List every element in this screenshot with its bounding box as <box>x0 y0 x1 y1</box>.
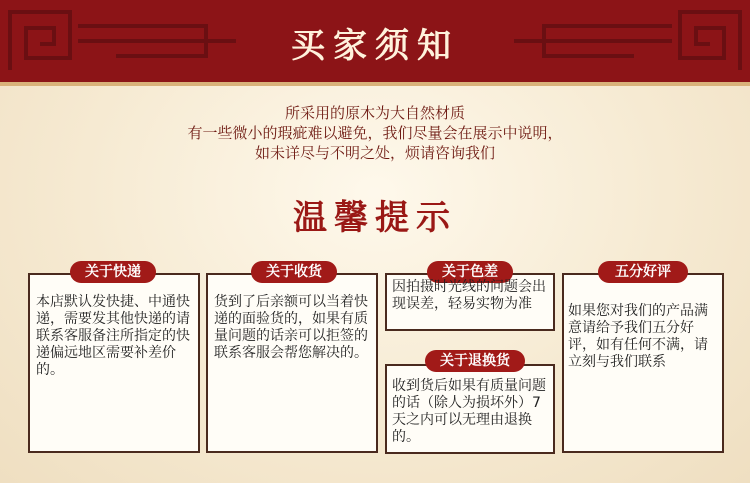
color-tag: 关于色差 <box>427 261 513 283</box>
color-text: 因拍摄时光线的问题会出现误差，轻易实物为准 <box>392 279 546 312</box>
review-text: 如果您对我们的产品满意请给予我们五分好评，如有任何不满，请立刻与我们联系 <box>568 303 708 370</box>
intro-line: 如未详尽与不明之处，烦请咨询我们 <box>254 144 495 162</box>
returns-text: 收到货后如果有质量问题的话（除人为损坏外）7天之内可以无理由退换的。 <box>392 378 546 445</box>
intro-line: 有一些微小的瑕疵难以避免，我们尽量会在展示中说明， <box>187 124 563 142</box>
intro-line: 所采用的原木为大自然材质 <box>284 104 465 122</box>
receiving-tag: 关于收货 <box>251 261 337 283</box>
page-title: 买家须知 <box>291 26 459 66</box>
shipping-text: 本店默认发快捷、中通快递，需要发其他快递的请联系客服备注所指定的快递偏远地区需要补差价的。 <box>36 294 190 378</box>
banner-divider <box>0 82 750 86</box>
shipping-tag: 关于快递 <box>70 261 156 283</box>
review-tag: 五分好评 <box>598 261 688 283</box>
notice-title: 温馨提示 <box>293 198 457 238</box>
receiving-text: 货到了后亲额可以当着快递的面验货的，如果有质量问题的话亲可以拒签的联系客服会帮您解决的。 <box>214 294 368 361</box>
top-banner <box>0 0 750 85</box>
returns-tag: 关于退换货 <box>425 350 525 372</box>
